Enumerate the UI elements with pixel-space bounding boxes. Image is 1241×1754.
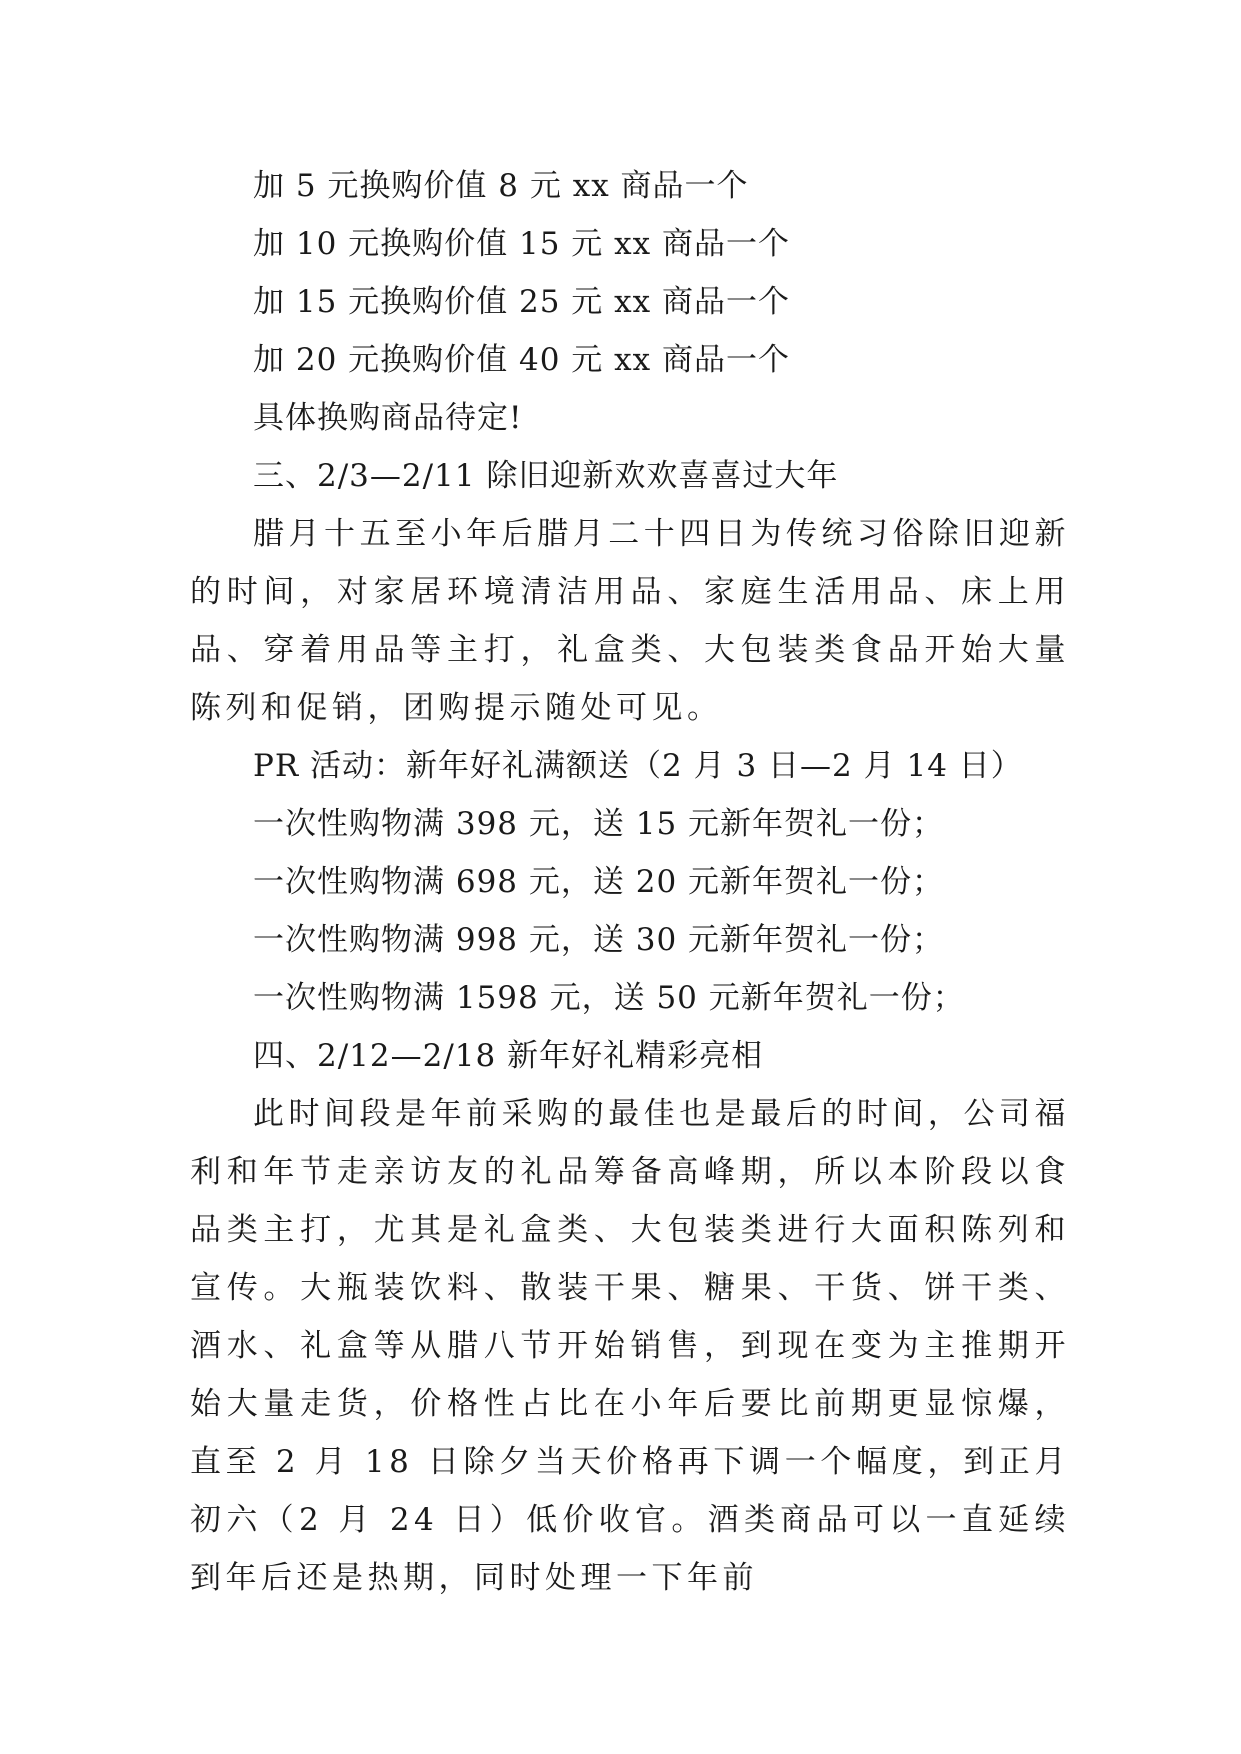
- exchange-note: 具体换购商品待定!: [253, 400, 523, 436]
- pr-item-1: 一次性购物满 398 元，送 15 元新年贺礼一份；: [253, 806, 945, 842]
- pr-item-2: 一次性购物满 698 元，送 20 元新年贺礼一份；: [253, 864, 945, 900]
- exchange-line-4: 加 20 元换购价值 40 元 xx 商品一个: [253, 342, 790, 378]
- exchange-line-2: 加 10 元换购价值 15 元 xx 商品一个: [253, 226, 790, 262]
- exchange-line-3: 加 15 元换购价值 25 元 xx 商品一个: [253, 284, 790, 320]
- exchange-line-1: 加 5 元换购价值 8 元 xx 商品一个: [253, 168, 749, 204]
- pr-item-4: 一次性购物满 1598 元，送 50 元新年贺礼一份；: [253, 980, 965, 1016]
- section-4-paragraph: 此时间段是年前采购的最佳也是最后的时间，公司福利和年节走亲访友的礼品筹备高峰期，所以本阶段以食品类主打，尤其是礼盒类、大包装类进行大面积陈列和宣传。大瓶装饮料、散装干果、糖果、干货、饼干类、酒水、礼盒等从腊八节开始销售，到现在变为主推期开始大量走货，价格性占比在小年后要比前期更显惊爆，直至 2 月 18 日除夕当天价格再下调一个幅度，到正月初六（2 月 24 日）低价收官。酒类商品可以一直延续到年后还是热期，同时处理一下年前: [190, 1096, 1070, 1596]
- document-body: [190, 157, 1070, 1607]
- section-3-heading: 三、2/3—2/11 除旧迎新欢欢喜喜过大年: [253, 458, 839, 494]
- pr-activity-title: PR 活动：新年好礼满额送（2 月 3 日—2 月 14 日）: [253, 748, 1023, 784]
- section-4-heading: 四、2/12—2/18 新年好礼精彩亮相: [253, 1038, 764, 1074]
- section-3-paragraph: 腊月十五至小年后腊月二十四日为传统习俗除旧迎新的时间，对家居环境清洁用品、家庭生活用品、床上用品、穿着用品等主打，礼盒类、大包装类食品开始大量陈列和促销，团购提示随处可见。: [190, 516, 1070, 726]
- pr-item-3: 一次性购物满 998 元，送 30 元新年贺礼一份；: [253, 922, 945, 958]
